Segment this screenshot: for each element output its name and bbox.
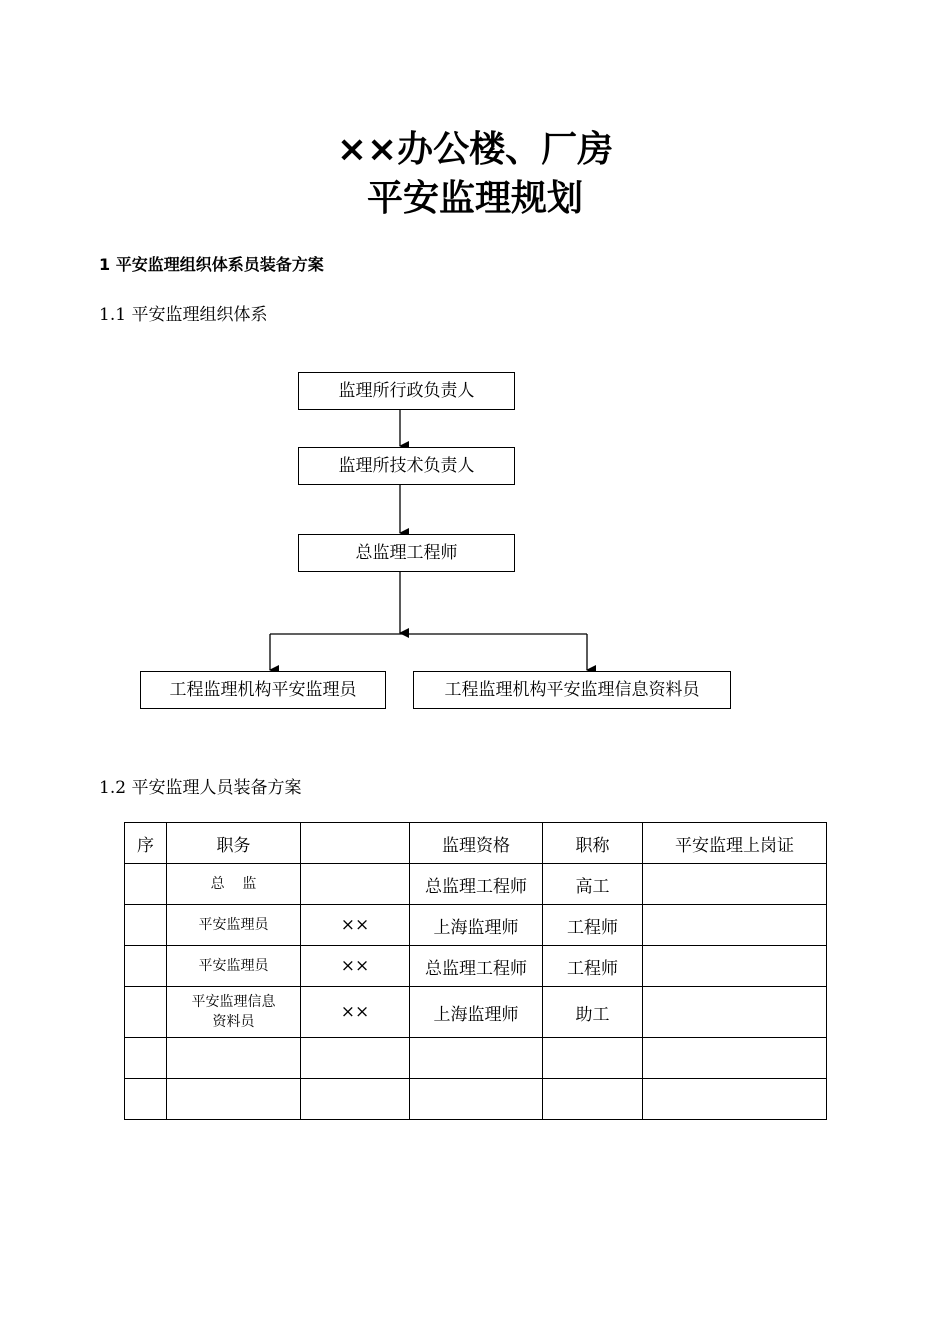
cell-name: ×× [301,905,410,946]
cell-index [125,987,167,1038]
table-row [125,987,827,1038]
cell-certificate [643,905,827,946]
table-header-row [125,823,827,864]
org-box-chief-engineer: 总监理工程师 [298,534,515,572]
cell-name: ×× [301,946,410,987]
org-box-tech-head: 监理所技术负责人 [298,447,515,485]
subsection-heading-1-2: 1.2 平安监理人员装备方案 [99,778,302,798]
cell-qualification [410,1038,543,1079]
section-heading-1: 1 平安监理组织体系员装备方案 [99,255,324,274]
cell-certificate [643,864,827,905]
table-row [125,946,827,987]
cell-qualification: 总监理工程师 [410,946,543,987]
cell-name [301,1038,410,1079]
document-title-line2: 平安监理规划 [366,178,583,219]
cell-position [167,1079,301,1120]
org-box-info-clerk: 工程监理机构平安监理信息资料员 [413,671,731,709]
cell-qualification: 上海监理师 [410,987,543,1038]
org-box-safety-supervisor: 工程监理机构平安监理员 [140,671,386,709]
header-index: 序 [125,823,167,864]
cell-title [543,1038,643,1079]
header-position: 职务 [167,823,301,864]
cell-qualification [410,1079,543,1120]
cell-position: 总 监 [167,864,301,905]
header-title: 职称 [543,823,643,864]
cell-title: 工程师 [543,905,643,946]
cell-position: 平安监理员 [167,905,301,946]
cell-name: ×× [301,987,410,1038]
cell-position [167,1038,301,1079]
org-box-admin-head: 监理所行政负责人 [298,372,515,410]
cell-index [125,905,167,946]
table-row [125,864,827,905]
table-row [125,1079,827,1120]
cell-title: 工程师 [543,946,643,987]
cell-certificate [643,1038,827,1079]
cell-index [125,1038,167,1079]
cell-index [125,946,167,987]
table-row [125,1038,827,1079]
cell-certificate [643,946,827,987]
cell-index [125,864,167,905]
cell-position: 平安监理信息资料员 [167,987,301,1038]
header-name [301,823,410,864]
cell-qualification: 上海监理师 [410,905,543,946]
cell-name [301,864,410,905]
cell-title: 高工 [543,864,643,905]
cell-index [125,1079,167,1120]
document-title-line1: ××办公楼、厂房 [336,129,614,170]
cell-certificate [643,1079,827,1120]
cell-title: 助工 [543,987,643,1038]
header-certificate: 平安监理上岗证 [643,823,827,864]
cell-qualification: 总监理工程师 [410,864,543,905]
cell-position: 平安监理员 [167,946,301,987]
subsection-heading-1-1: 1.1 平安监理组织体系 [99,305,268,325]
cell-certificate [643,987,827,1038]
cell-title [543,1079,643,1120]
header-qualification: 监理资格 [410,823,543,864]
cell-name [301,1079,410,1120]
table-row [125,905,827,946]
staff-table [124,822,827,1120]
